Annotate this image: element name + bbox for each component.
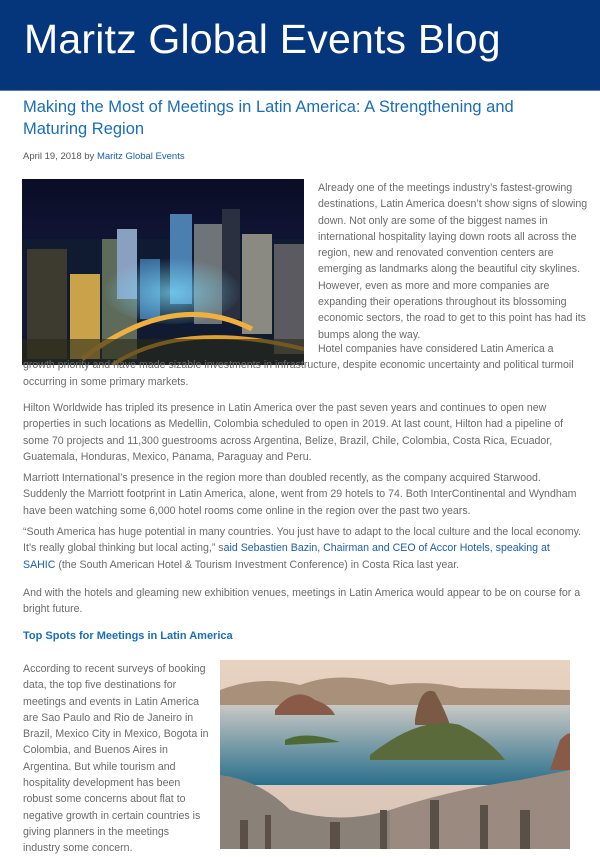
city-night-illustration [22, 179, 304, 365]
paragraph-hotel-companies-text: Hotel companies have considered Latin America a growth priority and have made sizable investments in infrastructure, despite economic uncertainty and political turmoil occurring in some primary markets. [23, 343, 574, 388]
post-author-link[interactable]: Maritz Global Events [96, 151, 185, 162]
paragraph-quote [23, 524, 583, 573]
post-meta [23, 151, 185, 162]
post-by: by [81, 151, 97, 162]
city-night-image [22, 179, 304, 365]
quote-source-link[interactable]: aid Sebastien Bazin, Chairman and CEO of Accor Hotels, speaking at SAHIC [23, 542, 550, 571]
paragraph-marriott: Marriott International’s presence in the region more than doubled recently, as the company acquired Starwood. Suddenly the Marriott footprint in Latin America, alone, went from 29 hotels to 74. Both InterContinental and Wyndham have been watching some 6,000 hotel rooms come online in the region over the past two years. [23, 472, 577, 517]
quote-text: “South America has huge potential in many countries. You just have to adapt to the local culture and the local economy. It’s really global thinking but local acting,” s [23, 526, 582, 555]
paragraph-bright-future: And with the hotels and gleaming new exhibition venues, meetings in Latin America would appear to be on course for a bright future. [23, 587, 581, 616]
paragraph-top-destinations: According to recent surveys of booking data, the top five destinations for meetings and events in Latin America are Sao Paulo and Rio de Janeiro in Brazil, Mexico City in Mexico, Bogota in Colombia, and Buenos Aires in Argentina. But while tourism and hospitality development has been robust some concerns about flat to negative growth in certain countries is giving planners in the meetings industry some concern. [23, 663, 209, 855]
site-title[interactable]: Maritz Global Events Blog [24, 16, 501, 62]
site-header [0, 0, 600, 91]
post-date: April 19, 2018 [23, 151, 82, 162]
rio-image [220, 660, 570, 849]
rio-illustration [220, 660, 570, 849]
quote-rest-text: (the South American Hotel & Tourism Investment Conference) in Costa Rica last year. [55, 558, 460, 571]
section-heading-top-spots: Top Spots for Meetings in Latin America [23, 630, 233, 642]
paragraph-hilton: Hilton Worldwide has tripled its presence in Latin America over the past seven years and continues to open new properties in such locations as Medellin, Colombia scheduled to open in 2019. At last count, Hilton had a pipeline of some 70 projects and 11,300 guestrooms across Argentina, Belize, Brazil, Chile, Colombia, Costa Rica, Ecuador, Guatemala, Honduras, Mexico, Panama, Paraguay and Peru. [23, 402, 564, 463]
post-title[interactable]: Making the Most of Meetings in Latin America: A Strengthening and Maturing Region [23, 98, 514, 138]
paragraph-hotel-companies [23, 341, 583, 390]
paragraph-intro: Already one of the meetings industry’s fastest-growing destinations, Latin America doesn’t show signs of slowing down. Not only are some of the biggest names in international hospitality laying down roots all across the region, new and renovated convention centers are emerging as landmarks along the beautiful city skylines. However, even as more and more companies are expanding their operations throughout its blossoming economic sectors, the road to get to this point has had its bumps along the way. [318, 182, 588, 341]
